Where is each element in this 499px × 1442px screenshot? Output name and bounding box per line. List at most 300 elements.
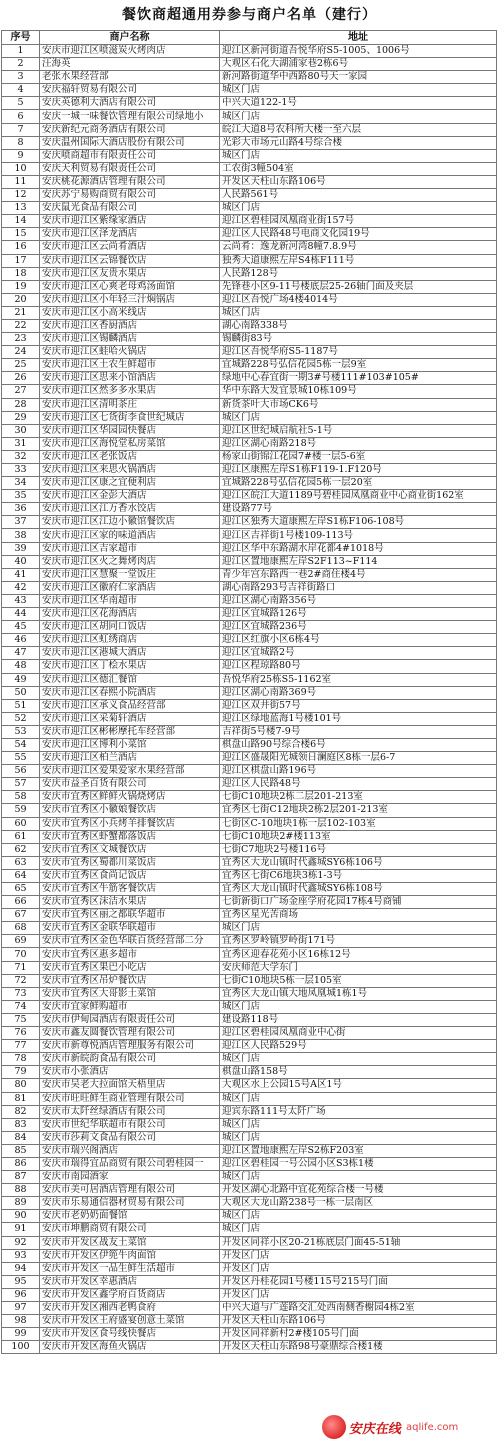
merchant-name: 安庆市宜秀区文城餐饮店 <box>40 843 220 856</box>
table-row <box>2 1013 497 1026</box>
merchant-address: 城区门店 <box>220 306 497 319</box>
table-row <box>2 778 497 791</box>
row-number: 89 <box>2 1197 40 1210</box>
merchant-address: 宜秀区七街C6地块3栋1-3号 <box>220 869 497 882</box>
merchant-address: 开发区门店 <box>220 1249 497 1262</box>
row-number: 66 <box>2 896 40 909</box>
merchant-name: 安庆市宜秀区小兵烤羊排餐饮店 <box>40 817 220 830</box>
merchant-address: 开发区同祥小区20-21栋底层门面45-51轴 <box>220 1236 497 1249</box>
merchant-address: 迎江区棋盘山路196号 <box>220 765 497 778</box>
table-row <box>2 1328 497 1341</box>
merchant-address: 工农街3幢504室 <box>220 162 497 175</box>
row-number: 42 <box>2 581 40 594</box>
merchant-name: 安庆市迎江区火之舞烤肉店 <box>40 555 220 568</box>
table-row <box>2 896 497 909</box>
row-number: 78 <box>2 1053 40 1066</box>
merchant-name: 安庆市迎江区博利小菜馆 <box>40 738 220 751</box>
table-row <box>2 1053 497 1066</box>
row-number: 23 <box>2 333 40 346</box>
merchant-address: 迎江区双井街57号 <box>220 699 497 712</box>
merchant-address: 湖心南路338号 <box>220 319 497 332</box>
merchant-name: 安庆市老奶奶面餐馆 <box>40 1210 220 1223</box>
row-number: 1 <box>2 45 40 58</box>
table-row <box>2 948 497 961</box>
row-number: 8 <box>2 136 40 149</box>
table-row <box>2 935 497 948</box>
merchant-address: 开发区门店 <box>220 1288 497 1301</box>
table-row <box>2 464 497 477</box>
merchant-name: 安庆市迎江区丁桧水果店 <box>40 660 220 673</box>
merchant-name: 安庆市开发区王府盛宴创意土菜馆 <box>40 1315 220 1328</box>
merchant-name: 安庆市宜秀区小徽娘餐饮店 <box>40 804 220 817</box>
table-row <box>2 398 497 411</box>
row-number: 43 <box>2 594 40 607</box>
merchant-name: 安庆市宜秀区果巴小吃店 <box>40 961 220 974</box>
table-row <box>2 71 497 84</box>
row-number: 79 <box>2 1066 40 1079</box>
merchant-name: 安庆市乐易通信器材贸易有限公司 <box>40 1197 220 1210</box>
row-number: 31 <box>2 437 40 450</box>
merchant-name: 安庆市开发区一品生鲜生活超市 <box>40 1262 220 1275</box>
row-number: 96 <box>2 1288 40 1301</box>
merchant-address: 棋盘山路90号综合楼6号 <box>220 738 497 751</box>
merchant-address: 城区门店 <box>220 411 497 424</box>
merchant-address: 大观区水上公园15号A区1号 <box>220 1079 497 1092</box>
row-number: 55 <box>2 752 40 765</box>
row-number: 39 <box>2 542 40 555</box>
row-number: 11 <box>2 175 40 188</box>
merchant-address: 独秀大道康熙左岸S4栋F111号 <box>220 254 497 267</box>
merchant-address: 锡麟街83号 <box>220 333 497 346</box>
table-row <box>2 215 497 228</box>
merchant-name: 安庆市迎江区港城大酒店 <box>40 647 220 660</box>
merchant-address: 安庆师范大学东门 <box>220 961 497 974</box>
merchant-address: 大观区石化大湖浦家巷2栋6号 <box>220 58 497 71</box>
merchant-name: 安庆市迎江区华南超市 <box>40 594 220 607</box>
table-row <box>2 1105 497 1118</box>
row-number: 21 <box>2 306 40 319</box>
row-number: 62 <box>2 843 40 856</box>
merchant-address: 吉祥街5号楼7-9号 <box>220 725 497 738</box>
table-row <box>2 869 497 882</box>
table-row <box>2 738 497 751</box>
merchant-name: 安庆市迎江区友贵水果店 <box>40 267 220 280</box>
merchant-name: 安庆市开发区战友土菜馆 <box>40 1236 220 1249</box>
merchant-name: 安庆市旺旺鲜生商业管理有限公司 <box>40 1092 220 1105</box>
header-no: 序号 <box>2 31 40 45</box>
watermark-brand: 安庆在线 <box>348 1421 403 1437</box>
watermark-logo-icon <box>322 1415 346 1439</box>
table-row <box>2 686 497 699</box>
table-body <box>2 45 497 1354</box>
merchant-name: 安庆市宜秀区沫洁水果店 <box>40 896 220 909</box>
table-row <box>2 228 497 241</box>
merchant-address: 青少年宫东路西一巷2#商住楼4号 <box>220 568 497 581</box>
merchant-name: 安庆市鑫友圆餐饮管理有限公司 <box>40 1027 220 1040</box>
merchant-name: 安庆市迎江区小年轻三汁焖锅店 <box>40 293 220 306</box>
merchant-address: 宜秀区罗岭镇罗岭街171号 <box>220 935 497 948</box>
merchant-address: 新河路街道华中西路80号天一家园 <box>220 71 497 84</box>
merchant-address: 迎江区碧桂园一号公园小区S3栋1楼 <box>220 1157 497 1170</box>
merchant-address: 杨家山街锦江花园7#楼一层5-6室 <box>220 450 497 463</box>
merchant-address: 宜秀区大龙山镇大地凤凰城1栋1号 <box>220 987 497 1000</box>
table-row <box>2 1066 497 1079</box>
row-number: 61 <box>2 830 40 843</box>
merchant-name: 安庆市瑞得宜品商贸有限公司碧桂园一 <box>40 1157 220 1170</box>
merchant-address: 迎江区新河街道吾悦华府S5-1005、1006号 <box>220 45 497 58</box>
merchant-name: 安庆市小张酒店 <box>40 1066 220 1079</box>
row-number: 3 <box>2 71 40 84</box>
table-row <box>2 673 497 686</box>
merchant-address: 宜秀区迎春花苑小区16栋12号 <box>220 948 497 961</box>
row-number: 100 <box>2 1341 40 1354</box>
merchant-name: 安庆市宜秀区食尚记饭店 <box>40 869 220 882</box>
row-number: 64 <box>2 869 40 882</box>
scroll-arrow-icon <box>491 0 499 30</box>
merchant-name: 安庆市南园酒家 <box>40 1171 220 1184</box>
table-row <box>2 1118 497 1131</box>
merchant-name: 安庆市迎江区华园园快餐店 <box>40 424 220 437</box>
table-row <box>2 752 497 765</box>
merchant-name: 安庆市宜家鲜购超市 <box>40 1000 220 1013</box>
merchant-address: 七街C7地块2号楼116号 <box>220 843 497 856</box>
merchant-address: 城区门店 <box>220 1210 497 1223</box>
row-number: 33 <box>2 464 40 477</box>
table-row <box>2 1197 497 1210</box>
row-number: 97 <box>2 1302 40 1315</box>
table-row <box>2 346 497 359</box>
table-row <box>2 568 497 581</box>
table-row <box>2 123 497 136</box>
merchant-address: 迎江区湖心南路369号 <box>220 686 497 699</box>
merchant-address: 开发区丹桂花园1号楼115号215号门面 <box>220 1275 497 1288</box>
merchant-name: 安庆市迎江区土农生鲜超市 <box>40 359 220 372</box>
merchant-name: 安庆市宜秀区蜀都川菜饭店 <box>40 856 220 869</box>
row-number: 65 <box>2 883 40 896</box>
row-number: 50 <box>2 686 40 699</box>
merchant-address: 吾悦华府25栋S5-1162室 <box>220 673 497 686</box>
merchant-name: 安庆市开发区伊篼牛肉面馆 <box>40 1249 220 1262</box>
merchant-address: 开发区同祥新村2#楼105号门面 <box>220 1328 497 1341</box>
row-number: 46 <box>2 634 40 647</box>
merchant-name: 安庆市迎江区江万香水饺店 <box>40 503 220 516</box>
row-number: 71 <box>2 961 40 974</box>
merchant-name: 安庆市迎江区然多多水果店 <box>40 385 220 398</box>
merchant-address: 光彩大市场元山路4号综合楼 <box>220 136 497 149</box>
merchant-name: 安庆市吴老大拉面馆天梧里店 <box>40 1079 220 1092</box>
merchant-address: 城区门店 <box>220 1000 497 1013</box>
table-row <box>2 804 497 817</box>
table-row <box>2 110 497 123</box>
merchant-address: 迎江区吾悦华府S5-1187号 <box>220 346 497 359</box>
merchant-name: 安庆天利贸易有限责任公司 <box>40 162 220 175</box>
table-row <box>2 608 497 621</box>
row-number: 29 <box>2 411 40 424</box>
merchant-name: 安庆市新尊悦酒店管理服务有限公司 <box>40 1040 220 1053</box>
table-row <box>2 306 497 319</box>
merchant-address: 迎江区程琼路80号 <box>220 660 497 673</box>
merchant-address: 七街区C-10地块1栋一层102-103室 <box>220 817 497 830</box>
merchant-address: 人民路561号 <box>220 189 497 202</box>
merchant-address: 迎江区宜城路2号 <box>220 647 497 660</box>
merchant-address: 迎江区置地康熙左岸S2F113~F114 <box>220 555 497 568</box>
merchant-address: 开发区天柱山东路98号豪鼎综合楼1楼 <box>220 1341 497 1354</box>
merchant-name: 安庆市宜秀区牛筋客餐饮店 <box>40 883 220 896</box>
merchant-address: 七街C10地块2栋二层201-213室 <box>220 791 497 804</box>
merchant-address: 大观区大龙山路238号一栋一层南区 <box>220 1197 497 1210</box>
table-row <box>2 333 497 346</box>
merchant-name: 安庆市迎江区云尚肴酒店 <box>40 241 220 254</box>
row-number: 6 <box>2 110 40 123</box>
row-number: 58 <box>2 791 40 804</box>
page-title: 餐饮商超通用券参与商户名单（建行） <box>122 7 377 23</box>
merchant-address: 迎江区人民路529号 <box>220 1040 497 1053</box>
merchant-address: 开发区天柱山东路106号 <box>220 1315 497 1328</box>
table-row <box>2 359 497 372</box>
table-row <box>2 45 497 58</box>
merchant-name: 安庆市太阡丝绿酒店有限公司 <box>40 1105 220 1118</box>
merchant-address: 迎江区红旗小区6栋4号 <box>220 634 497 647</box>
row-number: 15 <box>2 228 40 241</box>
merchant-name: 安庆市迎江区德汇餐馆 <box>40 673 220 686</box>
table-row <box>2 254 497 267</box>
table-row <box>2 58 497 71</box>
merchant-address: 七街新街口广场金座学府花园17栋4号商铺 <box>220 896 497 909</box>
row-number: 93 <box>2 1249 40 1262</box>
merchant-table <box>1 30 497 1354</box>
table-row <box>2 411 497 424</box>
merchant-name: 安庆市迎江区香厨酒店 <box>40 319 220 332</box>
row-number: 34 <box>2 477 40 490</box>
row-number: 9 <box>2 149 40 162</box>
row-number: 85 <box>2 1144 40 1157</box>
table-row <box>2 136 497 149</box>
table-row <box>2 1157 497 1170</box>
merchant-name: 安庆市宜秀区惠多超市 <box>40 948 220 961</box>
merchant-address: 开发区门店 <box>220 1262 497 1275</box>
table-row <box>2 97 497 110</box>
merchant-name: 安庆市迎江区彬彬摩托车经营部 <box>40 725 220 738</box>
merchant-name: 安庆市宜秀区吊炉餐饮店 <box>40 974 220 987</box>
merchant-address: 宜秀区大龙山镇时代鑫城SY6栋106号 <box>220 856 497 869</box>
row-number: 35 <box>2 490 40 503</box>
row-number: 94 <box>2 1262 40 1275</box>
row-number: 92 <box>2 1236 40 1249</box>
merchant-name: 安庆市宜秀区鲜鲜火锅烧烤店 <box>40 791 220 804</box>
merchant-name: 安庆市迎江区胡同口饭店 <box>40 621 220 634</box>
table-row <box>2 1210 497 1223</box>
merchant-name: 安庆市迎江区紫缘家酒店 <box>40 215 220 228</box>
row-number: 36 <box>2 503 40 516</box>
row-number: 38 <box>2 529 40 542</box>
merchant-address: 人民路128号 <box>220 267 497 280</box>
merchant-name: 安庆市迎江区泽龙酒店 <box>40 228 220 241</box>
merchant-address: 城区门店 <box>220 1171 497 1184</box>
merchant-name: 安庆市宜秀区虾蟹都落饭店 <box>40 830 220 843</box>
merchant-name: 安庆市迎江区徽府仁家酒店 <box>40 581 220 594</box>
merchant-name: 安庆市迎江区锡麟酒店 <box>40 333 220 346</box>
row-number: 47 <box>2 647 40 660</box>
row-number: 37 <box>2 516 40 529</box>
row-number: 82 <box>2 1105 40 1118</box>
table-row <box>2 437 497 450</box>
row-number: 32 <box>2 450 40 463</box>
merchant-name: 安庆市迎江区小高米线店 <box>40 306 220 319</box>
merchant-name: 安庆市迎江区思来小馆酒店 <box>40 372 220 385</box>
table-row <box>2 490 497 503</box>
table-row <box>2 883 497 896</box>
merchant-name: 安庆市益圣百货有限公司 <box>40 778 220 791</box>
row-number: 24 <box>2 346 40 359</box>
merchant-address: 迎江区吾悦广场4楼4014号 <box>220 293 497 306</box>
merchant-address: 绿地中心春宜街一期3#号楼111#103#105# <box>220 372 497 385</box>
row-number: 30 <box>2 424 40 437</box>
merchant-name: 安庆市坤鹏商贸有限公司 <box>40 1223 220 1236</box>
row-number: 67 <box>2 909 40 922</box>
merchant-address: 建设路118号 <box>220 1013 497 1026</box>
row-number: 4 <box>2 84 40 97</box>
merchant-name: 安庆市开发区湘西老鸭食府 <box>40 1302 220 1315</box>
table-row <box>2 319 497 332</box>
merchant-address: 宜城路228号弘信花园5栋一层20室 <box>220 477 497 490</box>
row-number: 5 <box>2 97 40 110</box>
row-number: 87 <box>2 1171 40 1184</box>
merchant-address: 迎江区宜城路126号 <box>220 608 497 621</box>
merchant-address: 云尚肴：逸龙新河湾8幢7.8.9号 <box>220 241 497 254</box>
merchant-address: 城区门店 <box>220 1092 497 1105</box>
row-number: 63 <box>2 856 40 869</box>
row-number: 77 <box>2 1040 40 1053</box>
merchant-name: 汪海英 <box>40 58 220 71</box>
table-row <box>2 450 497 463</box>
table-header-row <box>2 31 497 45</box>
row-number: 10 <box>2 162 40 175</box>
table-row <box>2 189 497 202</box>
table-row <box>2 1171 497 1184</box>
merchant-name: 安庆市莎莉文食品有限公司 <box>40 1131 220 1144</box>
merchant-address: 城区门店 <box>220 149 497 162</box>
row-number: 26 <box>2 372 40 385</box>
table-row <box>2 1288 497 1301</box>
merchant-address: 迎江区华中东路湖水岸花都4#1018号 <box>220 542 497 555</box>
merchant-name: 安庆市迎江区家的味道酒店 <box>40 529 220 542</box>
merchant-name: 安庆市迎江区心爽老母鸡汤面馆 <box>40 280 220 293</box>
table-row <box>2 909 497 922</box>
merchant-name: 安庆市宜秀区大哥影土菜馆 <box>40 987 220 1000</box>
merchant-name: 安庆市迎江区喷滋炭火烤肉店 <box>40 45 220 58</box>
merchant-name: 安庆市迎江区云锦餐饮店 <box>40 254 220 267</box>
table-row <box>2 725 497 738</box>
merchant-address: 建设路77号 <box>220 503 497 516</box>
row-number: 83 <box>2 1118 40 1131</box>
merchant-name: 安庆市迎江区清明茶庄 <box>40 398 220 411</box>
merchant-address: 迎江区人民路48号 <box>220 778 497 791</box>
merchant-address: 迎江区皖江大道1189号碧桂园凤凰商业中心商业街162室 <box>220 490 497 503</box>
merchant-address: 新货茶叶大市场CK6号 <box>220 398 497 411</box>
merchant-address: 迎江区碧桂园凤凰商业中心街 <box>220 1027 497 1040</box>
merchant-name: 安庆市迎江区江边小徽馆餐饮店 <box>40 516 220 529</box>
table-row <box>2 961 497 974</box>
row-number: 80 <box>2 1079 40 1092</box>
table-row <box>2 581 497 594</box>
table-row <box>2 817 497 830</box>
row-number: 86 <box>2 1157 40 1170</box>
merchant-address: 城区门店 <box>220 1118 497 1131</box>
merchant-address: 城区门店 <box>220 1131 497 1144</box>
merchant-address: 棋盘山路158号 <box>220 1066 497 1079</box>
table-row <box>2 621 497 634</box>
merchant-address: 城区门店 <box>220 922 497 935</box>
row-number: 69 <box>2 935 40 948</box>
merchant-name: 安庆市迎江区蛙哈火锅店 <box>40 346 220 359</box>
row-number: 74 <box>2 1000 40 1013</box>
table-row <box>2 1341 497 1354</box>
table-row <box>2 699 497 712</box>
merchant-address: 城区门店 <box>220 110 497 123</box>
row-number: 18 <box>2 267 40 280</box>
table-row <box>2 830 497 843</box>
merchant-address: 迎江区人民路48号电商文化园19号 <box>220 228 497 241</box>
table-row <box>2 202 497 215</box>
row-number: 44 <box>2 608 40 621</box>
row-number: 2 <box>2 58 40 71</box>
merchant-address: 湖心南路293号吉祥街路口 <box>220 581 497 594</box>
row-number: 57 <box>2 778 40 791</box>
row-number: 16 <box>2 241 40 254</box>
merchant-address: 迎江区世纪城启航社5-1号 <box>220 424 497 437</box>
merchant-name: 安庆福轩贸易有限公司 <box>40 84 220 97</box>
merchant-name: 安庆市迎江区柏兰酒店 <box>40 752 220 765</box>
merchant-name: 安庆市世纪华联超市有限公司 <box>40 1118 220 1131</box>
row-number: 60 <box>2 817 40 830</box>
merchant-name: 安庆市迎江区金彭大酒店 <box>40 490 220 503</box>
merchant-address: 城区门店 <box>220 1223 497 1236</box>
merchant-address: 七街C10地块5栋一层105室 <box>220 974 497 987</box>
merchant-name: 安庆市迎江区承义食品经营部 <box>40 699 220 712</box>
row-number: 19 <box>2 280 40 293</box>
table-row <box>2 1223 497 1236</box>
row-number: 73 <box>2 987 40 1000</box>
table-row <box>2 1079 497 1092</box>
row-number: 22 <box>2 319 40 332</box>
table-row <box>2 477 497 490</box>
table-row <box>2 1184 497 1197</box>
merchant-name: 安庆温州国际大酒店股份有限公司 <box>40 136 220 149</box>
table-row <box>2 372 497 385</box>
merchant-name: 安庆一城一味餐饮管理有限公司绿地小 <box>40 110 220 123</box>
row-number: 72 <box>2 974 40 987</box>
table-row <box>2 634 497 647</box>
table-row <box>2 1027 497 1040</box>
table-row <box>2 293 497 306</box>
merchant-name: 安庆市宜秀区金色华联百货经营部二分 <box>40 935 220 948</box>
merchant-name: 安庆喷商超市有限责任公司 <box>40 149 220 162</box>
header-name: 商户名称 <box>40 31 220 45</box>
table-row <box>2 267 497 280</box>
row-number: 49 <box>2 673 40 686</box>
merchant-name: 安庆新纪元商务酒店有限公司 <box>40 123 220 136</box>
table-row <box>2 1249 497 1262</box>
table-row <box>2 1302 497 1315</box>
table-row <box>2 987 497 1000</box>
table-row <box>2 241 497 254</box>
merchant-address: 迎宾东路111号太阡广场 <box>220 1105 497 1118</box>
merchant-name: 安庆市迎江区虹绣商店 <box>40 634 220 647</box>
merchant-name: 安庆市伊甸园酒店有限责任公司 <box>40 1013 220 1026</box>
table-row <box>2 516 497 529</box>
row-number: 52 <box>2 712 40 725</box>
merchant-address: 迎江区湖心南路218号 <box>220 437 497 450</box>
